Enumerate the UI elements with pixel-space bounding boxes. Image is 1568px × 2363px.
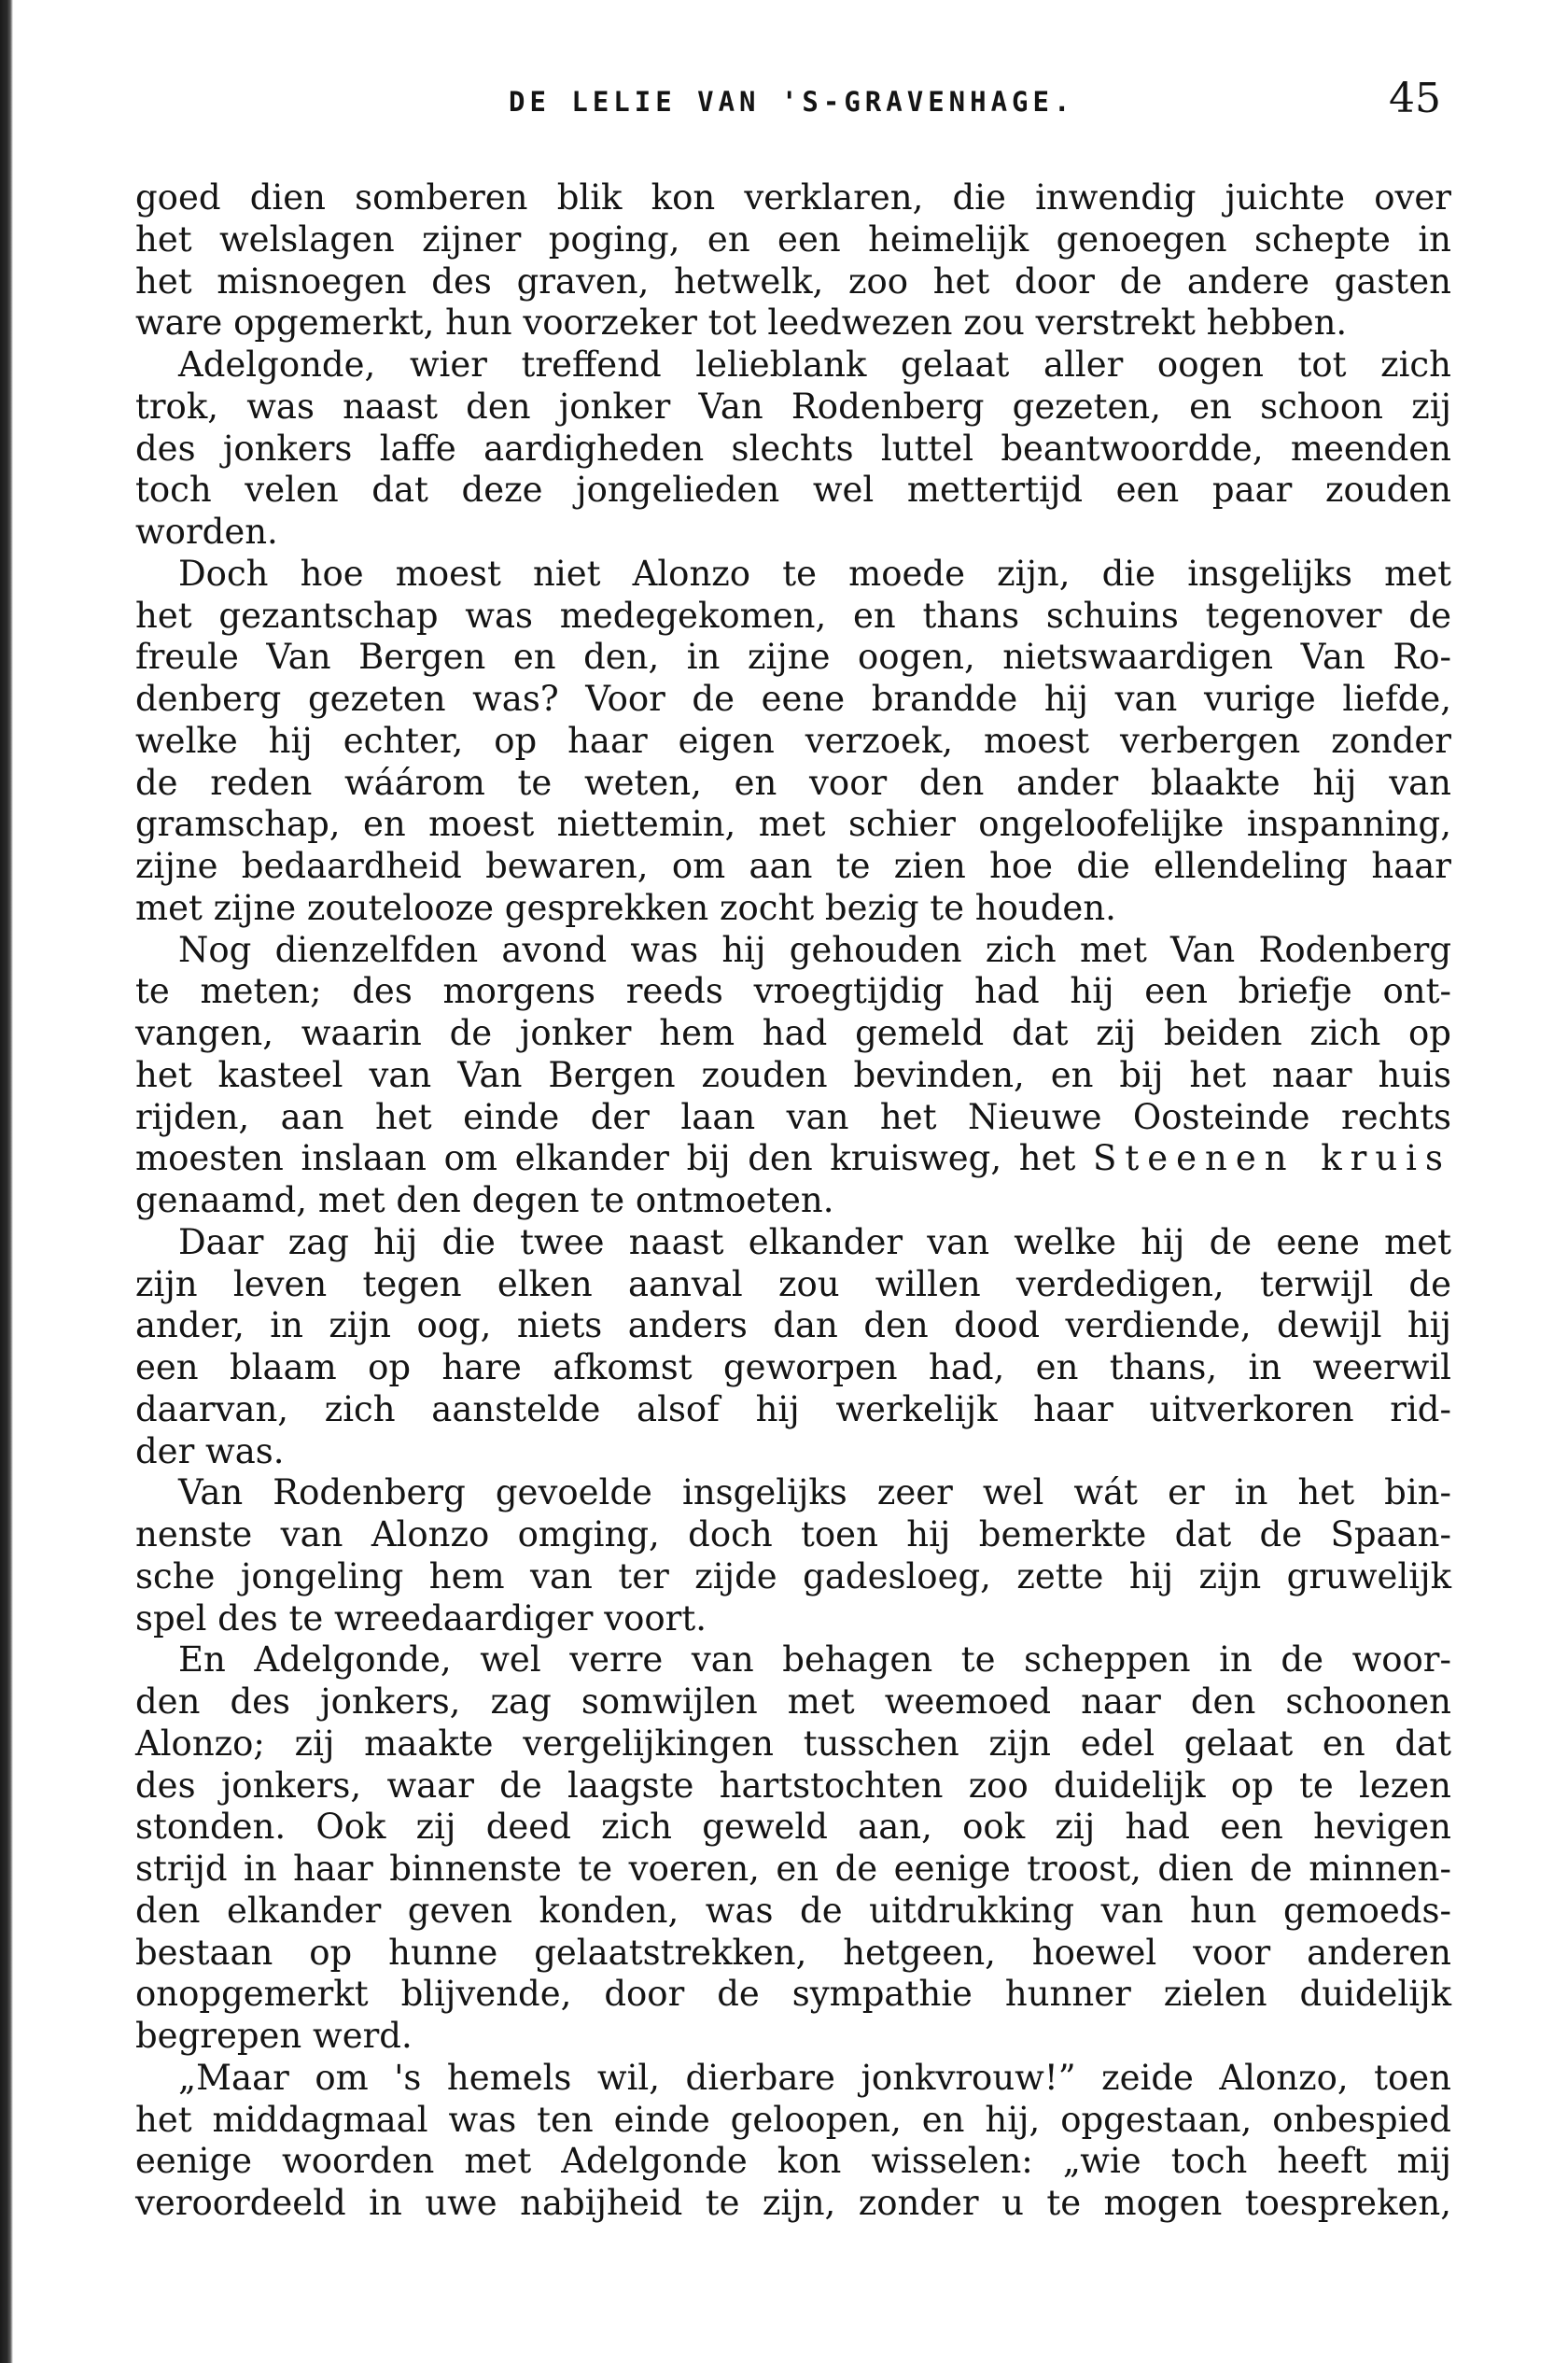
- text-line: freule Van Bergen en den, in zijne oogen, nietswaardigen Van Ro-: [135, 637, 1451, 678]
- page-number: 45: [1389, 75, 1441, 122]
- text-line: zijn leven tegen elken aanval zou willen verdedigen, terwijl de: [135, 1263, 1451, 1304]
- text-line: des jonkers, waar de laagste hartstochten zoo duidelijk op te lezen: [135, 1765, 1451, 1806]
- text-line-with-emphasis: [135, 1138, 1451, 1180]
- text-line: des jonkers laffe aardigheden slechts luttel beantwoordde, meenden: [135, 428, 1451, 469]
- text-line: strijd in haar binnenste te voeren, en de eenige troost, dien de minnen-: [135, 1849, 1451, 1889]
- text-line: de reden wáárom te weten, en voor den ander blaakte hij van: [135, 762, 1451, 803]
- text-line: toch velen dat deze jongelieden wel mettertijd een paar zouden: [135, 470, 1451, 511]
- text-line: stonden. Ook zij deed zich geweld aan, ook zij had een hevigen: [135, 1807, 1451, 1848]
- running-title: DE LELIE VAN 'S-GRAVENHAGE.: [509, 86, 1075, 118]
- text-line: veroordeeld in uwe nabijheid te zijn, zonder u te mogen toespreken,: [135, 2183, 1451, 2223]
- text-line: daarvan, zich aanstelde alsof hij werkelijk haar uitverkoren rid-: [135, 1388, 1451, 1429]
- text-line: trok, was naast den jonker Van Rodenberg gezeten, en schoon zij: [135, 386, 1451, 427]
- book-binding-edge: [0, 0, 13, 2363]
- text-line: met zijne zoutelooze gesprekken zocht bezig te houden.: [135, 887, 1116, 928]
- text-line: goed dien somberen blik kon verklaren, die inwendig juichte over: [135, 177, 1451, 218]
- spaced-emphasis-steenen-kruis: Steenen kruis: [1093, 1138, 1451, 1179]
- text-line: den elkander geven konden, was de uitdrukking van hun gemoeds-: [135, 1890, 1451, 1931]
- page-header: [135, 75, 1447, 131]
- text-line: het middagmaal was ten einde geloopen, en hij, opgestaan, onbespied: [135, 2099, 1451, 2140]
- text-line: bestaan op hunne gelaatstrekken, hetgeen, hoewel voor anderen: [135, 1932, 1451, 1973]
- text-segment: moesten inslaan om elkander bij den kruisweg, het: [135, 1138, 1076, 1179]
- text-line: Daar zag hij die twee naast elkander van welke hij de eene met: [178, 1221, 1451, 1262]
- text-line: Alonzo; zij maakte vergelijkingen tusschen zijn edel gelaat en dat: [135, 1723, 1451, 1764]
- text-line: het misnoegen des graven, hetwelk, zoo het door de andere gasten: [135, 260, 1451, 302]
- text-line: nenste van Alonzo omging, doch toen hij bemerkte dat de Spaan-: [135, 1514, 1451, 1554]
- text-line: „Maar om 's hemels wil, dierbare jonkvrouw!” zeide Alonzo, toen: [178, 2057, 1451, 2098]
- text-line: rijden, aan het einde der laan van het Nieuwe Oosteinde rechts: [135, 1096, 1451, 1137]
- text-line: gramschap, en moest niettemin, met schier ongeloofelijke inspanning,: [135, 804, 1451, 845]
- text-line: het welslagen zijner poging, en een heimelijk genoegen schepte in: [135, 218, 1451, 260]
- text-line: spel des te wreedaardiger voort.: [135, 1597, 707, 1639]
- text-line: den des jonkers, zag somwijlen met weemoed naar den schoonen: [135, 1681, 1451, 1722]
- text-line: denberg gezeten was? Voor de eene brandde hij van vurige liefde,: [135, 679, 1451, 719]
- text-line: het kasteel van Van Bergen zouden bevinden, en bij het naar huis: [135, 1054, 1451, 1095]
- text-line: Van Rodenberg gevoelde insgelijks zeer wel wát er in het bin-: [178, 1472, 1451, 1513]
- text-line: het gezantschap was medegekomen, en thans schuins tegenover de: [135, 595, 1451, 636]
- text-line: vangen, waarin de jonker hem had gemeld dat zij beiden zich op: [135, 1013, 1451, 1053]
- text-line: een blaam op hare afkomst geworpen had, en thans, in weerwil: [135, 1347, 1451, 1387]
- text-line: Nog dienzelfden avond was hij gehouden zich met Van Rodenberg: [178, 929, 1451, 970]
- text-line: Doch hoe moest niet Alonzo te moede zijn, die insgelijks met: [178, 553, 1451, 594]
- text-line: genaamd, met den degen te ontmoeten.: [135, 1180, 834, 1220]
- text-line: welke hij echter, op haar eigen verzoek, moest verbergen zonder: [135, 720, 1451, 761]
- body-text: [135, 177, 1451, 2225]
- text-line: ander, in zijn oog, niets anders dan den dood verdiende, dewijl hij: [135, 1305, 1451, 1346]
- text-line: worden.: [135, 512, 278, 552]
- text-line: begrepen werd.: [135, 2016, 413, 2056]
- text-line: der was.: [135, 1430, 285, 1471]
- text-line: ware opgemerkt, hun voorzeker tot leedwezen zou verstrekt hebben.: [135, 302, 1348, 344]
- text-line: sche jongeling hem van ter zijde gadesloeg, zette hij zijn gruwelijk: [135, 1555, 1451, 1596]
- text-line: Adelgonde, wier treffend lelieblank gelaat aller oogen tot zich: [178, 345, 1451, 385]
- text-line: te meten; des morgens reeds vroegtijdig had hij een briefje ont-: [135, 971, 1451, 1012]
- text-line: En Adelgonde, wel verre van behagen te scheppen in de woor-: [178, 1639, 1451, 1681]
- text-line: zijne bedaardheid bewaren, om aan te zien hoe die ellendeling haar: [135, 846, 1451, 886]
- text-line: onopgemerkt blijvende, door de sympathie hunner zielen duidelijk: [135, 1974, 1451, 2015]
- text-line: eenige woorden met Adelgonde kon wisselen: „wie toch heeft mij: [135, 2141, 1451, 2182]
